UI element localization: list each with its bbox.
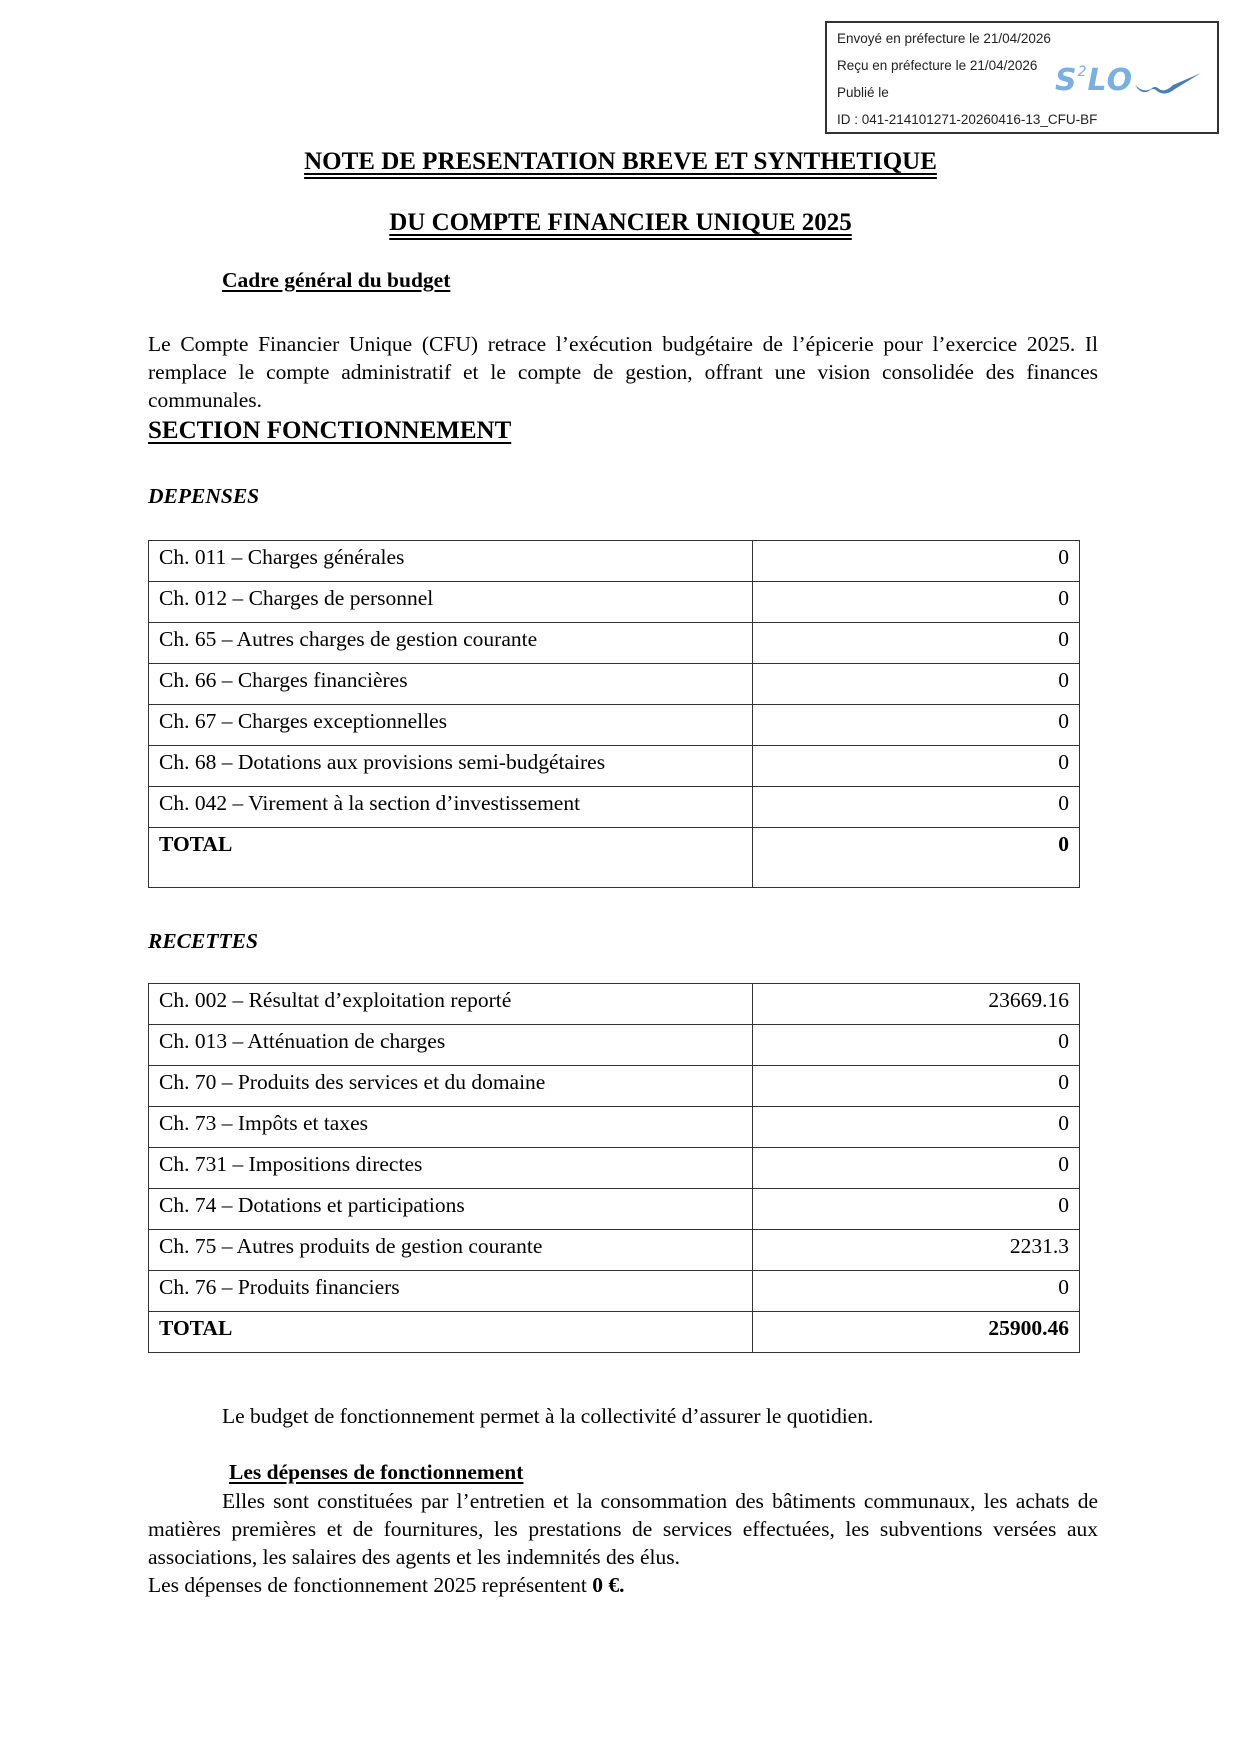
recettes-heading: RECETTES (148, 929, 258, 953)
row-value: 0 (753, 1107, 1080, 1148)
prefecture-stamp (825, 21, 1219, 134)
document-title-line2: DU COMPTE FINANCIER UNIQUE 2025 (389, 209, 852, 236)
row-value: 0 (753, 582, 1080, 623)
row-label: Ch. 002 – Résultat d’exploitation reporté (149, 984, 753, 1025)
depenses-total-sentence: Les dépenses de fonctionnement 2025 représentent 0 €. (148, 1573, 625, 1597)
depenses-fonctionnement-heading: Les dépenses de fonctionnement (229, 1460, 524, 1484)
total-value: 0 (753, 828, 1080, 888)
row-label: Ch. 68 – Dotations aux provisions semi-budgétaires (149, 746, 753, 787)
total-row (149, 828, 1080, 888)
table-row (149, 1148, 1080, 1189)
row-label: Ch. 012 – Charges de personnel (149, 582, 753, 623)
total-label: TOTAL (149, 1312, 753, 1353)
table-row (149, 1189, 1080, 1230)
cadre-heading: Cadre général du budget (222, 268, 451, 292)
row-value: 0 (753, 1066, 1080, 1107)
row-label: Ch. 67 – Charges exceptionnelles (149, 705, 753, 746)
row-value: 0 (753, 705, 1080, 746)
row-label: Ch. 66 – Charges financières (149, 664, 753, 705)
row-label: Ch. 731 – Impositions directes (149, 1148, 753, 1189)
total-value: 25900.46 (753, 1312, 1080, 1353)
table-row (149, 746, 1080, 787)
stamp-sent: Envoyé en préfecture le 21/04/2026 (837, 31, 1051, 46)
table-row (149, 1271, 1080, 1312)
table-row (149, 787, 1080, 828)
table-row (149, 1107, 1080, 1148)
row-label: Ch. 74 – Dotations et participations (149, 1189, 753, 1230)
stamp-published: Publié le (837, 85, 889, 100)
row-value: 0 (753, 623, 1080, 664)
row-label: Ch. 73 – Impôts et taxes (149, 1107, 753, 1148)
row-value: 0 (753, 1025, 1080, 1066)
table-row (149, 1066, 1080, 1107)
depenses-heading: DEPENSES (148, 484, 260, 508)
table-row (149, 984, 1080, 1025)
row-label: Ch. 70 – Produits des services et du domaine (149, 1066, 753, 1107)
row-value: 0 (753, 1148, 1080, 1189)
document-title-line1: NOTE DE PRESENTATION BREVE ET SYNTHETIQUE (304, 148, 937, 175)
row-label: Ch. 013 – Atténuation de charges (149, 1025, 753, 1066)
table-row (149, 664, 1080, 705)
row-value: 0 (753, 1189, 1080, 1230)
row-value: 2231.3 (753, 1230, 1080, 1271)
row-value: 0 (753, 746, 1080, 787)
section-heading: SECTION FONCTIONNEMENT (148, 417, 512, 444)
depenses-fonctionnement-paragraph: Elles sont constituées par l’entretien et la consommation des bâtiments communaux, les achats de matières premières et de fournitures, les prestations de services effectuées, les subventions versées aux associations, les salaires des agents et les indemnités des élus. (148, 1489, 1098, 1569)
recettes-table (148, 983, 1080, 1353)
table-row (149, 582, 1080, 623)
stamp-id: ID : 041-214101271-20260416-13_CFU-BF (837, 112, 1098, 127)
cadre-paragraph: Le Compte Financier Unique (CFU) retrace l’exécution budgétaire de l’épicerie pour l’exercice 2025. Il remplace le compte administratif et le compte de gestion, offrant une vision consolidée des finances communales. (148, 332, 1098, 412)
depenses-table (148, 540, 1080, 888)
checkmark-swoosh-icon (1133, 71, 1203, 97)
depenses-total-amount: 0 €. (592, 1573, 625, 1597)
table-row (149, 705, 1080, 746)
row-value: 0 (753, 1271, 1080, 1312)
stamp-received: Reçu en préfecture le 21/04/2026 (837, 58, 1038, 73)
row-value: 23669.16 (753, 984, 1080, 1025)
row-label: Ch. 65 – Autres charges de gestion courante (149, 623, 753, 664)
table-row (149, 1025, 1080, 1066)
total-label: TOTAL (149, 828, 753, 888)
budget-note: Le budget de fonctionnement permet à la collectivité d’assurer le quotidien. (222, 1404, 874, 1428)
row-value: 0 (753, 787, 1080, 828)
row-label: Ch. 011 – Charges générales (149, 541, 753, 582)
row-label: Ch. 76 – Produits financiers (149, 1271, 753, 1312)
row-value: 0 (753, 541, 1080, 582)
s2lo-logo-icon: $S^2LO$ (1055, 63, 1205, 103)
total-row (149, 1312, 1080, 1353)
table-row (149, 541, 1080, 582)
row-label: Ch. 042 – Virement à la section d’investissement (149, 787, 753, 828)
table-row (149, 623, 1080, 664)
row-value: 0 (753, 664, 1080, 705)
row-label: Ch. 75 – Autres produits de gestion courante (149, 1230, 753, 1271)
table-row (149, 1230, 1080, 1271)
